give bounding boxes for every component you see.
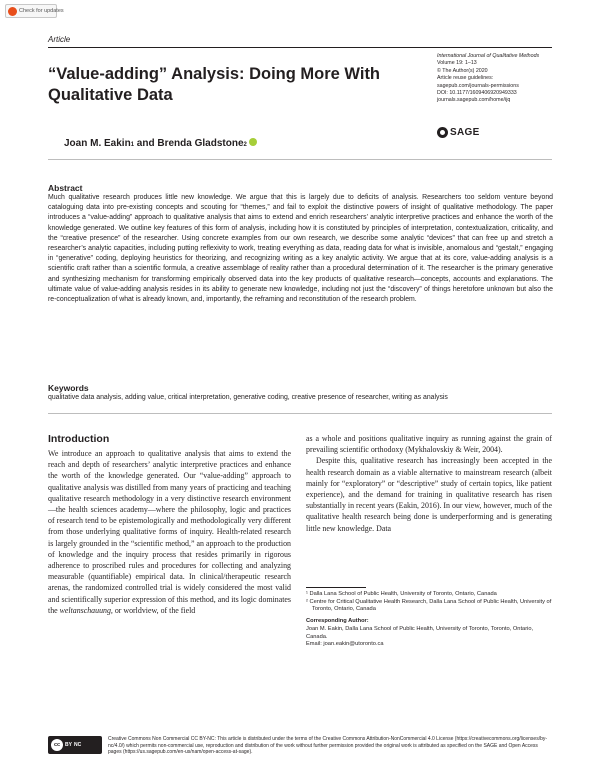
- cc-nc-label: NC: [73, 742, 82, 748]
- sage-logo-text: SAGE: [450, 127, 480, 138]
- reuse-guidelines: Article reuse guidelines:: [437, 75, 494, 82]
- cc-icon: cc: [51, 739, 63, 751]
- doi[interactable]: DOI: 10.1177/1609406920949333: [437, 90, 517, 97]
- title-line-1: “Value-adding” Analysis: Doing More With: [48, 65, 381, 83]
- volume-info: Volume 19: 1–13: [437, 60, 477, 67]
- footnote-rule: [306, 587, 366, 588]
- author-list: [64, 138, 257, 149]
- introduction-heading: Introduction: [48, 433, 110, 445]
- author-1-affiliation: 1: [130, 142, 135, 148]
- intro-p1-text: We introduce an approach to qualitative analysis that aims to extend the reach and depth of researchers’ analytic interpretive practices and enhance the worth of the knowledge generated. Our “value-adding” approach to qualitative analysis was distilled from many years of practicing and teaching qualitative research methodology in a very distinctive research environment—the health sciences academy—where the philosophy, logic and practices of research tend to be epistemologically and methodologically very different from those underlying qualitative forms of inquiry. Health-related research is largely grounded in the “scientific method,” an approach to the production of knowledge and the inquiry process that resides primarily in rigorous adherence to proscribed rules and procedures for collecting and analyzing measurable (quantifiable) empirical data. In clinical/therapeutic research arenas, the randomized controlled trial is widely considered the most valid and scientifically superior expression of this method, and its logic dominates the: [48, 449, 291, 615]
- license-block: [48, 736, 552, 756]
- footnote-2: ² Centre for Critical Qualitative Health Research, Dalla Lana School of Public Health, University of Toronto, Ontario, Canada: [306, 598, 552, 613]
- keywords-divider: [48, 413, 552, 414]
- author-2-affiliation: 2: [243, 142, 247, 148]
- permissions-link[interactable]: sagepub.com/journals-permissions: [437, 82, 519, 89]
- badge-label: Check for updates: [19, 8, 64, 14]
- abstract-text: Much qualitative research produces little new knowledge. We argue that this is largely due to deficits of analysis. Researchers too seldom venture beyond cataloguing data into pre-existing concepts and scouting for “themes,” and fail to exploit the distinctive powers of insight of qualitative methodology. The paper introduces a “value-adding” approach to qualitative analysis that aims to extend and enrich researchers’ analytic interpretive practices and enhance the worth of the knowledge generated. We outline key features of this form of analysis, including how it is constituted by principles of interpretation, contextualization, criticality, and the “creative presence” of the researcher. Using concrete examples from our own research, we describe some analytic “devices” that can free up and stretch a researcher’s analytic capacities, including putting reflexivity to work, treating everything as data, reading data for what is invisible, anomalous and “gestalt,” engaging in “generative” coding, deploying heuristics for theorizing, and recognizing writing as a key analytic activity. We argue that at its core, value-adding analysis is a scientific craft rather than a scientific formula, a creative assemblage of reality rather than a procedural determination of it. The researcher is the primary generative and synthesizing mechanism for transforming empirically observed data into the key products of qualitative research—concepts, accounts and explanations. The ultimate value of value-adding analysis resides in its ability to generate new knowledge, including not just the “discovery” of things heretofore unknown but also the re-conceptualization of what is already known, and, importantly, the reframing and reconstitution of the research problem.: [48, 194, 553, 304]
- check-for-updates-badge[interactable]: [5, 4, 64, 18]
- intro-p1-end: or worldview, of the field: [112, 605, 196, 615]
- article-type-label: Article: [48, 35, 71, 44]
- cc-by-label: BY: [65, 742, 72, 748]
- journal-name: International Journal of Qualitative Methods: [437, 53, 540, 59]
- author-divider: [48, 159, 552, 160]
- copyright: © The Author(s) 2020: [437, 67, 488, 74]
- sage-logo: [437, 127, 480, 138]
- license-text: Creative Commons Non Commercial CC BY-NC: This article is distributed under the terms of the Creative Commons Attribution-NonCommercial 4.0 License (https://creativecommons.org/licenses/by-nc/4.0/) which permits non-commercial use, reproduction and distribution of the work without further permission provided the original work is attributed as specified on the SAGE and Open Access pages (https://us.sagepub.com/en-us/nam/open-access-at-sage).: [108, 736, 548, 756]
- paper-title: [48, 64, 428, 106]
- intro-paragraph-1: [48, 448, 291, 616]
- title-line-2: Qualitative Data: [48, 86, 173, 104]
- intro-left-column: [48, 448, 291, 616]
- header-rule: [48, 47, 552, 48]
- corresponding-author-address: Joan M. Eakin, Dalla Lana School of Public Health, University of Toronto, Toronto, Ontario, Canada.: [306, 625, 534, 640]
- abstract-heading: Abstract: [48, 183, 83, 193]
- intro-paragraph-1-cont: as a whole and positions qualitative inquiry as running against the grain of prevailing scientific orthodoxy (Mykhalovskiy & Weir, 2004).: [306, 434, 552, 455]
- corresponding-author-email[interactable]: Email: joan.eakin@utoronto.ca: [306, 641, 384, 648]
- journal-url[interactable]: journals.sagepub.com/home/ijq: [437, 97, 511, 104]
- sage-logo-icon: [437, 127, 448, 138]
- crossmark-icon: [8, 7, 17, 16]
- journal-metadata: [437, 53, 562, 105]
- orcid-icon[interactable]: [249, 138, 257, 146]
- cc-by-nc-logo[interactable]: [48, 736, 102, 754]
- keywords-heading: Keywords: [48, 383, 89, 393]
- author-1[interactable]: Joan M. Eakin: [64, 138, 131, 149]
- intro-paragraph-2: Despite this, qualitative research has increasingly been accepted in the health research domain as a viable alternative to mainstream research (albeit mainly for “exploratory” or “descriptive” study of certain topics, like patient experience), and the demand for training in qualitative research has risen substantially in recent years (Eakin, 2016). In our view, however, much of the qualitative health research being done is underperforming and is generating little new knowledge. Data: [306, 456, 552, 533]
- author-conjunction: and: [134, 138, 158, 149]
- author-2[interactable]: Brenda Gladstone: [157, 138, 244, 149]
- intro-p1-italic: weltanschauung,: [59, 605, 113, 615]
- keywords-text: qualitative data analysis, adding value, critical interpretation, generative coding, creative presence of researcher, writing as analysis: [48, 394, 448, 401]
- footnote-1: ¹ Dalla Lana School of Public Health, University of Toronto, Ontario, Canada: [306, 591, 497, 597]
- intro-right-column: [306, 433, 552, 534]
- footnotes: [306, 591, 552, 649]
- corresponding-author-heading: Corresponding Author:: [306, 618, 369, 625]
